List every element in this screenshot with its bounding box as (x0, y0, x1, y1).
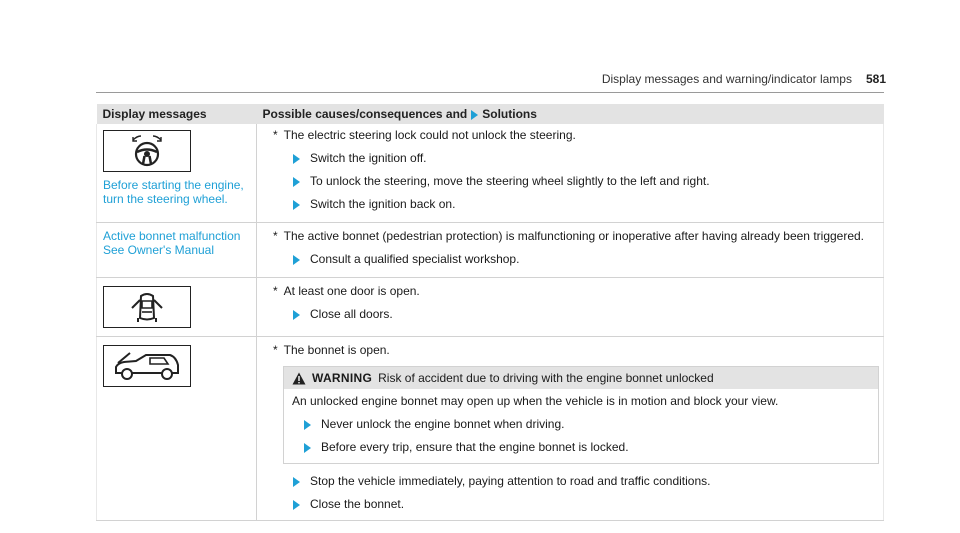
step-text: Stop the vehicle immediately, paying attention to road and traffic conditions. (310, 474, 711, 488)
solution-step (273, 151, 877, 166)
step-text: Close all doors. (310, 307, 393, 321)
table-row (97, 337, 884, 521)
message-cell (97, 223, 257, 278)
arrow-icon (293, 154, 300, 164)
cause-text: * The bonnet is open. (273, 343, 390, 357)
display-messages-table (96, 104, 884, 521)
solution-cell (257, 223, 884, 278)
table-row (97, 223, 884, 278)
solution-step (273, 474, 877, 489)
column-header-causes: Possible causes/consequences and (262, 107, 468, 121)
warning-triangle-icon (292, 372, 306, 385)
solution-step (273, 307, 877, 322)
cause-text: * The active bonnet (pedestrian protection) is malfunctioning or inoperative after having already been triggered. (273, 229, 865, 243)
column-header-solutions: Solutions (482, 107, 537, 121)
car-door-open-icon (103, 286, 191, 328)
solution-step (273, 252, 877, 267)
cause-text: * The electric steering lock could not unlock the steering. (273, 128, 576, 142)
solution-cell (257, 278, 884, 337)
message-cell (97, 278, 257, 337)
message-text-line1: Active bonnet malfunction (103, 229, 241, 243)
message-cell (97, 124, 257, 223)
warning-heading: Risk of accident due to driving with the engine bonnet unlocked (378, 371, 714, 385)
warning-step (292, 440, 870, 455)
arrow-icon (293, 177, 300, 187)
column-header-display-messages: Display messages (97, 104, 257, 124)
warning-text: An unlocked engine bonnet may open up when the vehicle is in motion and block your view. (292, 394, 779, 408)
warning-title (284, 367, 878, 389)
step-text: To unlock the steering, move the steering wheel slightly to the left and right. (310, 174, 710, 188)
warning-label: WARNING (312, 371, 373, 385)
arrow-icon (293, 310, 300, 320)
car-bonnet-open-icon (103, 345, 191, 387)
message-text-line1: Before starting the engine, (103, 178, 244, 192)
header-divider (96, 92, 884, 93)
solution-step (273, 197, 877, 212)
solution-cell (257, 337, 884, 521)
table-header-row (97, 104, 884, 124)
table-row (97, 278, 884, 337)
page-number: 581 (865, 72, 886, 86)
arrow-icon (293, 500, 300, 510)
page-header (602, 72, 886, 86)
step-text: Switch the ignition back on. (310, 197, 456, 211)
cause-text: * At least one door is open. (273, 284, 420, 298)
solution-step (273, 497, 877, 512)
table-row (97, 124, 884, 223)
arrow-icon (293, 255, 300, 265)
arrow-icon (293, 477, 300, 487)
arrow-icon (304, 420, 311, 430)
warning-body (284, 389, 878, 463)
message-text-line2: turn the steering wheel. (103, 192, 228, 206)
step-text: Before every trip, ensure that the engine bonnet is locked. (321, 440, 629, 454)
section-title: Display messages and warning/indicator lamps (601, 72, 852, 86)
solution-cell (257, 124, 884, 223)
arrow-icon (304, 443, 311, 453)
steering-wheel-turn-icon (103, 130, 191, 172)
message-text-line2: See Owner's Manual (103, 243, 215, 257)
step-text: Close the bonnet. (310, 497, 405, 511)
step-text: Switch the ignition off. (310, 151, 427, 165)
warning-step (292, 417, 870, 432)
arrow-icon (471, 110, 478, 120)
warning-box (283, 366, 879, 464)
step-text: Never unlock the engine bonnet when driving. (321, 417, 565, 431)
message-cell (97, 337, 257, 521)
column-header-causes-solutions (257, 104, 884, 124)
step-text: Consult a qualified specialist workshop. (310, 252, 520, 266)
arrow-icon (293, 200, 300, 210)
solution-step (273, 174, 877, 189)
